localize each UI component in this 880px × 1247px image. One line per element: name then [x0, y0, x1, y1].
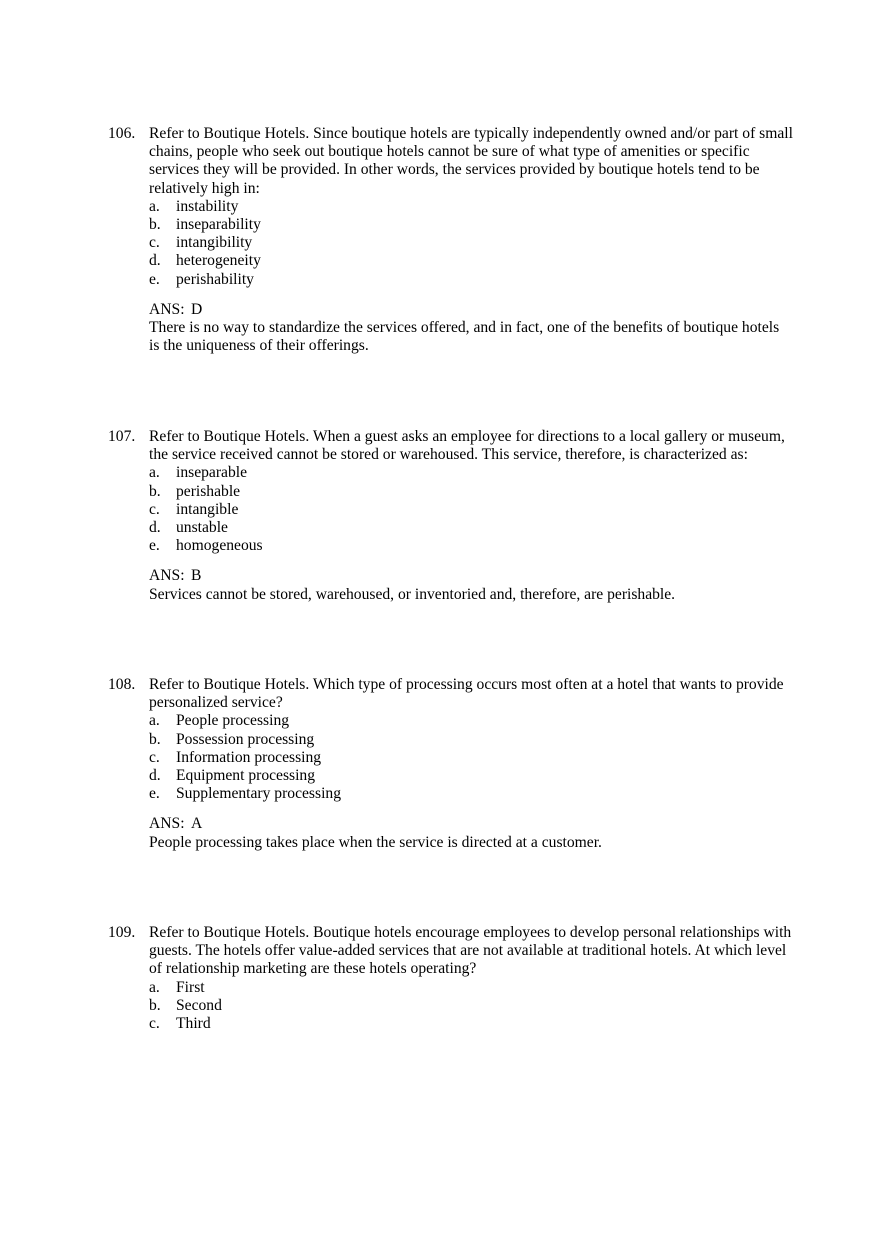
option-text: instability [176, 197, 239, 215]
option-letter: a. [149, 712, 160, 730]
option-letter: e. [149, 785, 160, 803]
option-text: inseparable [176, 464, 248, 482]
answer-label: ANS: [149, 567, 185, 585]
answer-block [149, 815, 808, 851]
option-text: intangible [176, 500, 239, 518]
option-letter: c. [149, 1015, 160, 1033]
question-number: 107. [108, 428, 136, 445]
question-109 [108, 924, 808, 1033]
question-107 [108, 428, 808, 604]
option-text: Equipment processing [176, 767, 316, 785]
option-letter: b. [149, 216, 161, 234]
option-a [149, 712, 808, 730]
answer-line [149, 815, 808, 833]
question-stem: Refer to Boutique Hotels. When a guest asks an employee for directions to a local gallery or museum, the service received cannot be stored or warehoused. This service, therefore, is characterized as: [149, 428, 785, 464]
answer-rationale: There is no way to standardize the services offered, and in fact, one of the benefits of boutique hotels is the uniqueness of their offerings. [149, 319, 780, 355]
option-text: Possession processing [176, 730, 315, 748]
option-d [149, 252, 808, 270]
option-text: perishable [176, 482, 241, 500]
option-letter: b. [149, 482, 161, 500]
option-letter: c. [149, 234, 160, 252]
option-c [149, 1015, 808, 1033]
option-text: People processing [176, 712, 290, 730]
answer-rationale: Services cannot be stored, warehoused, or inventoried and, therefore, are perishable. [149, 585, 676, 603]
option-e [149, 785, 808, 803]
option-a [149, 979, 808, 997]
option-letter: a. [149, 464, 160, 482]
option-c [149, 749, 808, 767]
option-text: Third [176, 1015, 211, 1033]
option-a [149, 198, 808, 216]
option-letter: c. [149, 748, 160, 766]
option-text: unstable [176, 519, 228, 537]
answer-label: ANS: [149, 300, 185, 318]
option-a [149, 464, 808, 482]
question-stem: Refer to Boutique Hotels. Which type of processing occurs most often at a hotel that wants to provide personalized service? [149, 676, 784, 712]
answer-key: B [191, 567, 202, 585]
answer-key: A [191, 815, 203, 833]
answer-line [149, 567, 808, 585]
option-letter: b. [149, 996, 161, 1014]
option-letter: d. [149, 519, 161, 537]
option-letter: c. [149, 500, 160, 518]
option-letter: a. [149, 197, 160, 215]
option-d [149, 519, 808, 537]
option-letter: d. [149, 252, 161, 270]
option-letter: e. [149, 537, 160, 555]
question-stem: Refer to Boutique Hotels. Since boutique hotels are typically independently owned and/or part of small chains, people who seek out boutique hotels cannot be sure of what type of amenities or specific services they will be provided. In other words, the services provided by boutique hotels tend to be relatively high in: [149, 125, 793, 197]
answer-options [149, 712, 808, 803]
option-b [149, 731, 808, 749]
option-b [149, 216, 808, 234]
option-e [149, 271, 808, 289]
option-letter: e. [149, 270, 160, 288]
option-text: Second [176, 996, 222, 1014]
question-number: 106. [108, 125, 136, 142]
option-text: Supplementary processing [176, 785, 341, 803]
answer-key: D [191, 300, 203, 318]
option-d [149, 767, 808, 785]
answer-line [149, 301, 808, 319]
answer-block [149, 301, 808, 356]
option-text: homogeneous [176, 537, 263, 555]
question-number: 108. [108, 676, 136, 693]
option-text: intangibility [176, 234, 253, 252]
question-108 [108, 676, 808, 852]
option-text: Information processing [176, 748, 322, 766]
answer-rationale: People processing takes place when the service is directed at a customer. [149, 833, 602, 851]
answer-label: ANS: [149, 815, 185, 833]
question-number: 109. [108, 924, 136, 941]
option-b [149, 483, 808, 501]
option-letter: d. [149, 767, 161, 785]
option-e [149, 537, 808, 555]
question-stem: Refer to Boutique Hotels. Boutique hotels encourage employees to develop personal relationships with guests. The hotels offer value-added services that are not available at traditional hotels. At which level of relationship marketing are these hotels operating? [149, 924, 792, 978]
option-text: perishability [176, 270, 254, 288]
option-letter: b. [149, 730, 161, 748]
question-106 [108, 125, 808, 355]
option-c [149, 501, 808, 519]
option-text: inseparability [176, 216, 261, 234]
answer-options [149, 198, 808, 289]
option-text: First [176, 978, 205, 996]
answer-block [149, 567, 808, 603]
option-text: heterogeneity [176, 252, 261, 270]
option-letter: a. [149, 978, 160, 996]
option-c [149, 234, 808, 252]
answer-options [149, 464, 808, 555]
option-b [149, 997, 808, 1015]
answer-options [149, 979, 808, 1034]
